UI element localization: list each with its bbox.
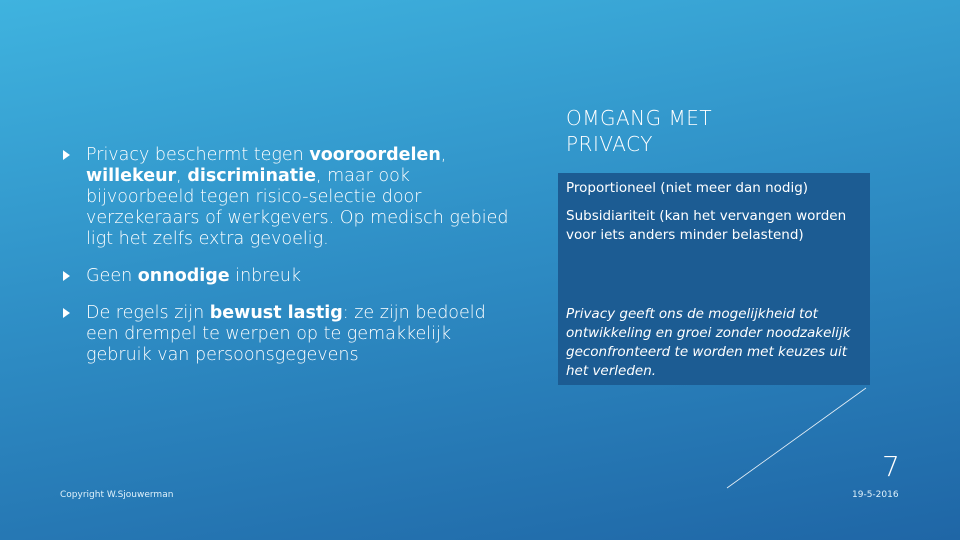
bullet-run: : ze zijn bedoeld een drempel te werpen op te gemakkelijk gebruik van persoonsgegevens [86, 303, 486, 365]
panel-item-privacy-statement: Privacy geeft ons de mogelijkheid tot ontwikkeling en groei zonder noodzakelijk geconfronteerd te worden met keuzes uit het verleden. [566, 306, 851, 379]
bullet-run: Privacy beschermt tegen [86, 145, 310, 165]
bullet-emphasis: discriminatie [187, 166, 316, 186]
panel-item-proportionality: Proportioneel (niet meer dan nodig) [566, 180, 809, 196]
page-number: 7 [882, 450, 900, 483]
slide-title-line-2: PRIVACY [566, 132, 653, 156]
bullet-run: inbreuk [229, 266, 302, 286]
bullet-emphasis: onnodige [137, 266, 230, 286]
panel-item-subsidiarity: Subsidiariteit (kan het vervangen worden voor iets anders minder belastend) [566, 208, 847, 243]
bullet-emphasis: vooroordelen [309, 145, 441, 165]
bullet-emphasis: bewust lastig [209, 303, 343, 323]
footer-copyright: Copyright W.Sjouwerman [60, 490, 174, 500]
bullet-run: , maar ook bijvoorbeeld tegen risico-selectie door verzekeraars of werkgevers. Op medisch gebied ligt het zelfs extra gevoelig. [86, 166, 509, 249]
slide-title-line-1: OMGANG MET [566, 106, 713, 130]
bullet-emphasis: willekeur [86, 166, 177, 186]
footer-date: 19-5-2016 [852, 490, 899, 500]
bullet-run: , [440, 145, 447, 165]
bullet-run: De regels zijn [86, 303, 210, 323]
bullet-run: Geen [86, 266, 138, 286]
bullet-run: , [176, 166, 188, 186]
